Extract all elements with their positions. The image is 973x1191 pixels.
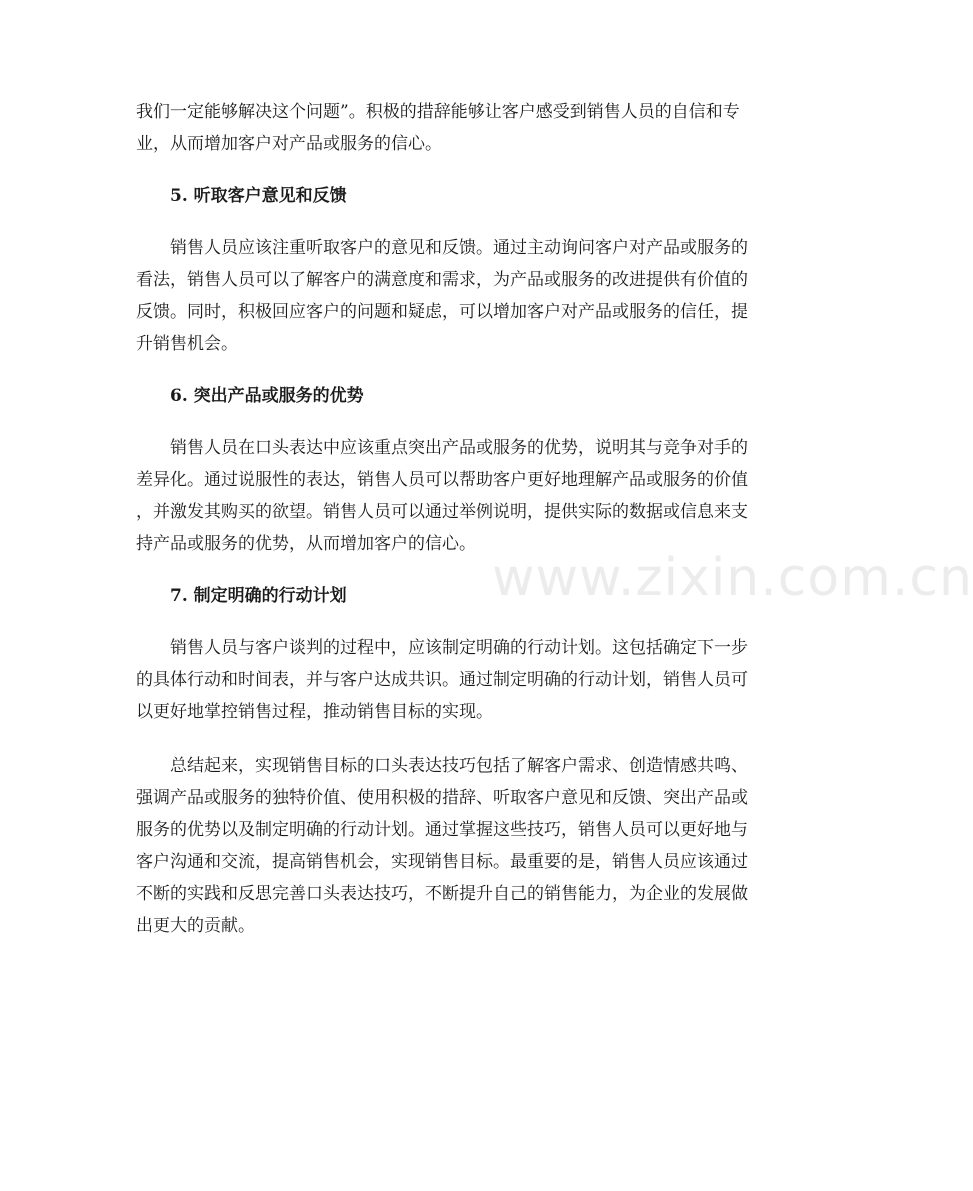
text-line: 出更大的贡献。 — [136, 916, 255, 936]
text-line: 服务的优势以及制定明确的行动计划。通过掌握这些技巧，销售人员可以更好地与 — [136, 820, 748, 840]
text-line: 我们一定能够解决这个问题”。积极的措辞能够让客户感受到销售人员的自信和专 — [136, 102, 740, 122]
paragraph-7 — [136, 632, 788, 728]
text-line: 销售人员应该注重听取客户的意见和反馈。通过主动询问客户对产品或服务的 — [170, 238, 748, 258]
text-line: 业，从而增加客户对产品或服务的信心。 — [136, 134, 442, 154]
text-line: 强调产品或服务的独特价值、使用积极的措辞、听取客户意见和反馈、突出产品或 — [136, 788, 748, 808]
text-line: 总结起来，实现销售目标的口头表达技巧包括了解客户需求、创造情感共鸣、 — [170, 756, 748, 776]
paragraph-continuation — [136, 96, 788, 160]
text-line: 反馈。同时，积极回应客户的问题和疑虑，可以增加客户对产品或服务的信任，提 — [136, 302, 748, 322]
paragraph-6 — [136, 432, 788, 560]
document-body — [136, 96, 788, 942]
text-line: 销售人员与客户谈判的过程中，应该制定明确的行动计划。这包括确定下一步 — [170, 638, 748, 658]
text-line: 不断的实践和反思完善口头表达技巧，不断提升自己的销售能力，为企业的发展做 — [136, 884, 748, 904]
section-heading-7: 7. 制定明确的行动计划 — [170, 586, 347, 606]
text-line: 持产品或服务的优势，从而增加客户的信心。 — [136, 534, 476, 554]
text-line: 看法，销售人员可以了解客户的满意度和需求，为产品或服务的改进提供有价值的 — [136, 270, 748, 290]
section-heading-6: 6. 突出产品或服务的优势 — [170, 386, 364, 406]
text-line: ，并激发其购买的欲望。销售人员可以通过举例说明，提供实际的数据或信息来支 — [136, 502, 748, 522]
text-line: 以更好地掌控销售过程，推动销售目标的实现。 — [136, 702, 493, 722]
text-line: 差异化。通过说服性的表达，销售人员可以帮助客户更好地理解产品或服务的价值 — [136, 470, 748, 490]
text-line: 销售人员在口头表达中应该重点突出产品或服务的优势，说明其与竞争对手的 — [170, 438, 748, 458]
text-line: 升销售机会。 — [136, 334, 238, 354]
watermark: www.zixin.com.cn — [492, 548, 973, 608]
paragraph-5 — [136, 232, 788, 360]
section-heading-5: 5. 听取客户意见和反馈 — [170, 186, 347, 206]
text-line: 的具体行动和时间表，并与客户达成共识。通过制定明确的行动计划，销售人员可 — [136, 670, 748, 690]
paragraph-summary — [136, 750, 788, 942]
text-line: 客户沟通和交流，提高销售机会，实现销售目标。最重要的是，销售人员应该通过 — [136, 852, 748, 872]
